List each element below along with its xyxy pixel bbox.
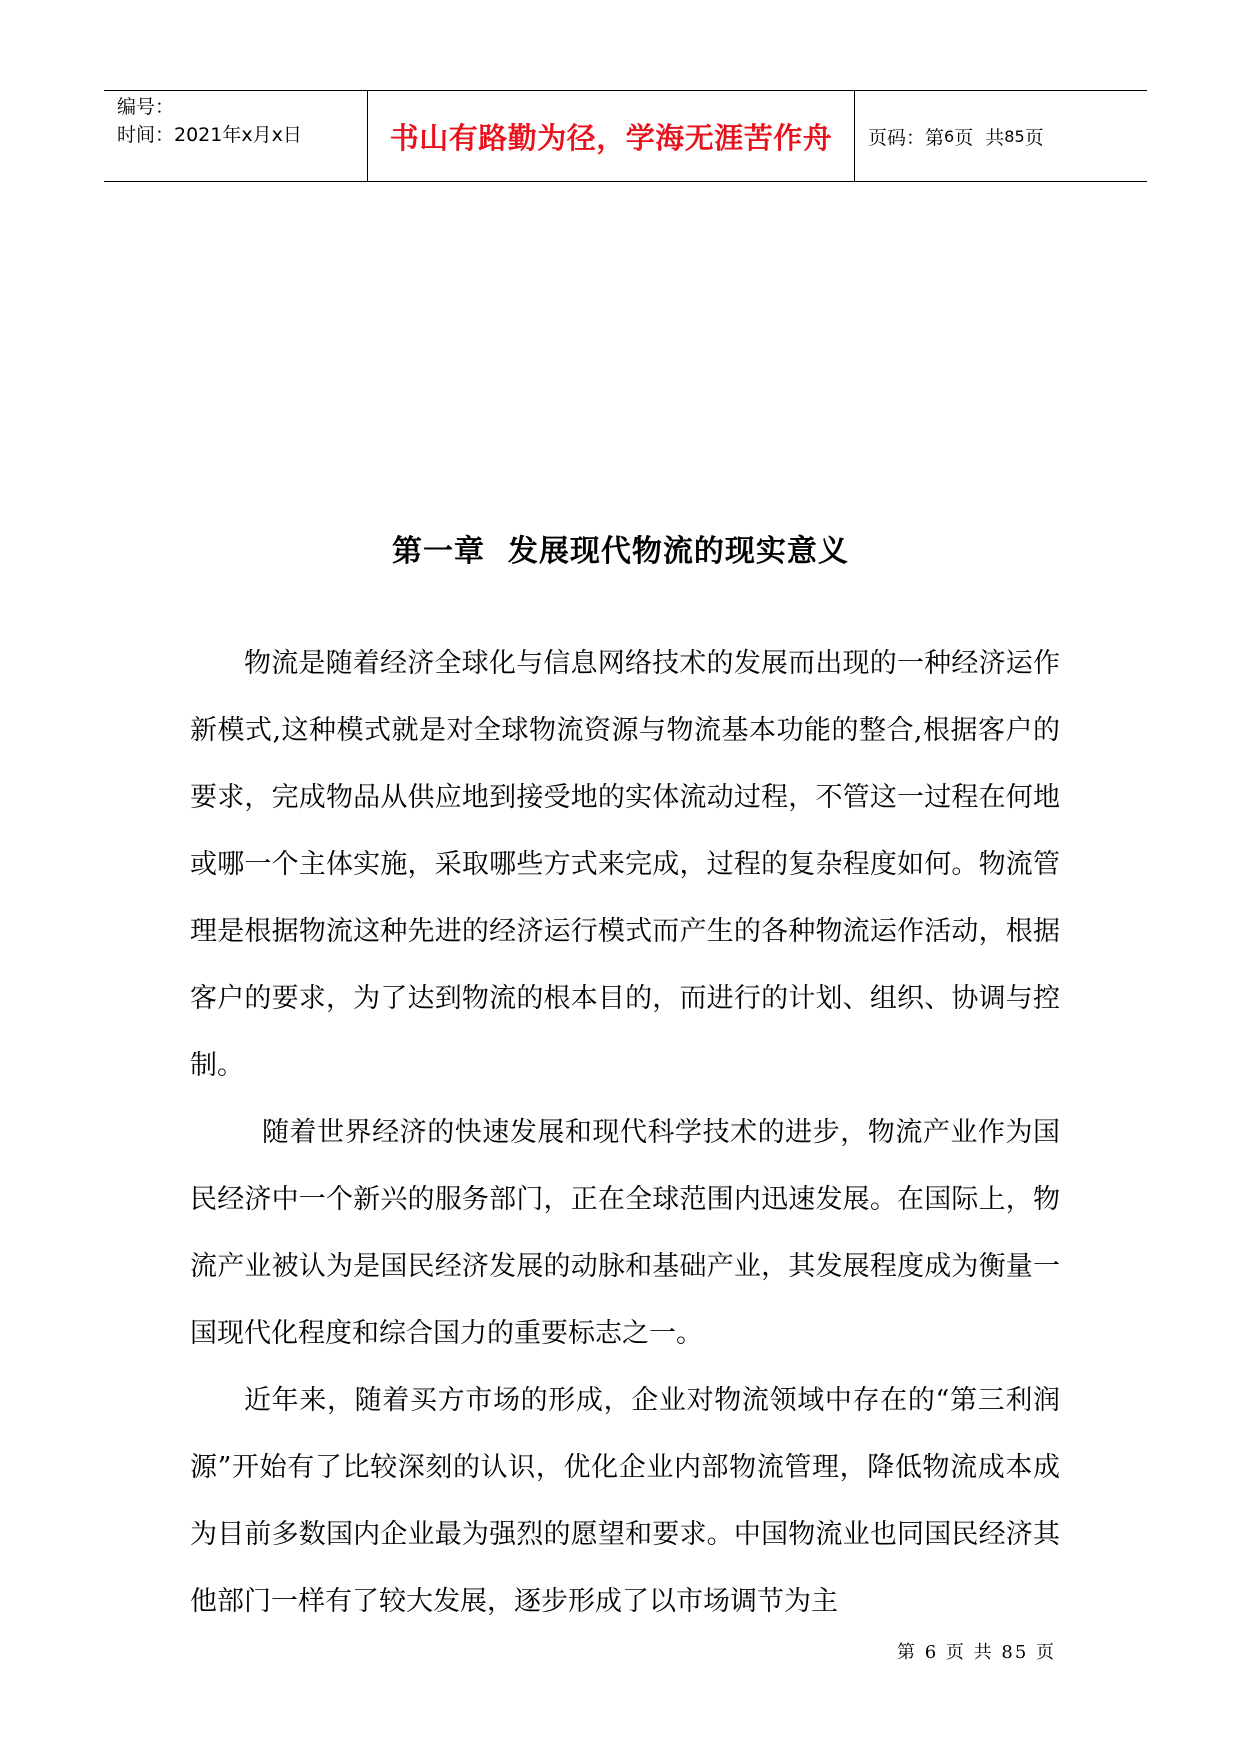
header-page-info [855, 91, 1147, 181]
page-header [104, 90, 1147, 182]
header-motto: 书山有路勤为径，学海无涯苦作舟 [368, 91, 855, 181]
page-current-number: 6 [944, 126, 955, 146]
document-number-label: 编号： [117, 96, 175, 118]
chapter-title: 第一章 发展现代物流的现实意义 [392, 534, 849, 569]
page-label-prefix: 页码：第 [868, 126, 945, 149]
page-label-suffix: 页 [1024, 126, 1044, 149]
paragraph: 近年来，随着买方市场的形成，企业对物流领域中存在的“第三利润源”开始有了比较深刻的认识，优化企业内部物流管理，降低物流成本成为目前多数国内企业最为强烈的愿望和要求。中国物流业也同国民经济其他部门一样有了较大发展，逐步形成了以市场调节为主 [190, 1385, 1060, 1617]
page-total-number: 85 [1004, 126, 1025, 146]
body-text [190, 630, 1060, 1635]
page-footer: 第 6 页 共 85 页 [897, 1642, 1056, 1663]
page-label-middle: 页 共 [954, 126, 1005, 149]
document-time-label: 时间：2021年x月x日 [117, 124, 302, 146]
header-info-cell [104, 91, 368, 181]
paragraph: 物流是随着经济全球化与信息网络技术的发展而出现的一种经济运作新模式,这种模式就是对全球物流资源与物流基本功能的整合,根据客户的要求，完成物品从供应地到接受地的实体流动过程，不管这一过程在何地或哪一个主体实施，采取哪些方式来完成，过程的复杂程度如何。物流管理是根据物流这种先进的经济运行模式而产生的各种物流运作活动，根据客户的要求，为了达到物流的根本目的，而进行的计划、组织、协调与控制。 [190, 648, 1060, 1081]
paragraph: 随着世界经济的快速发展和现代科学技术的进步，物流产业作为国民经济中一个新兴的服务部门，正在全球范围内迅速发展。在国际上，物流产业被认为是国民经济发展的动脉和基础产业，其发展程度成为衡量一国现代化程度和综合国力的重要标志之一。 [190, 1117, 1060, 1349]
